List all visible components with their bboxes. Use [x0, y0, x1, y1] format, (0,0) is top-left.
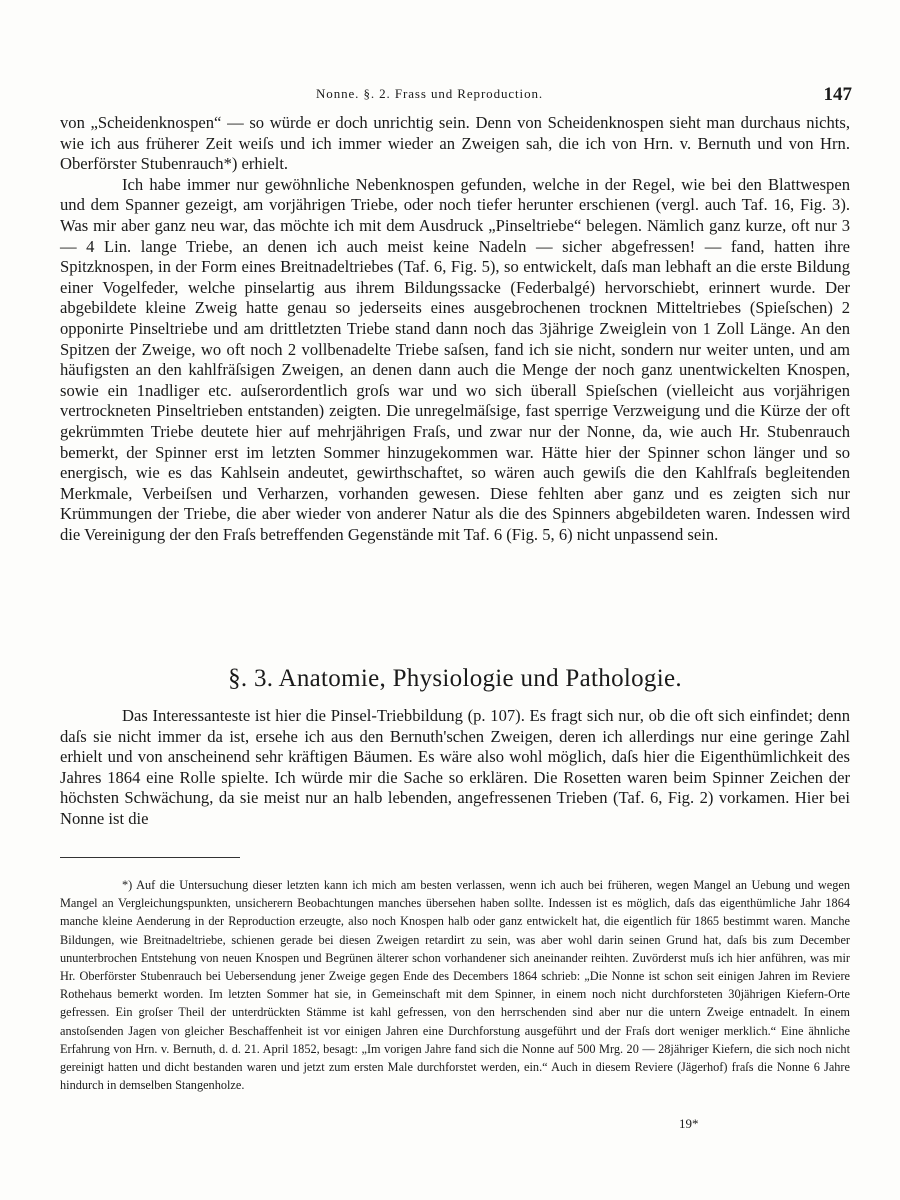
footnote-text: *) Auf die Untersuchung dieser letzten kann ich mich am besten verlassen, wenn ich auch bei früheren, wegen Mangel an Uebung und wegen Mangel an Vergleichungspunkten, unsicherern Beobachtungen manches übersehen haben sollte. Indessen ist es möglich, daſs das eigenthümliche Jahr 1864 manche kleine Aenderung in der Reproduction erzeugte, also noch Knospen halb oder ganz entwickelt hat, die eigentlich für 1865 bestimmt waren. Manche Bildungen, wie Breitnadeltriebe, schienen gerade bei diesen Zweigen retardirt zu sein, was aber wohl darin seinen Grund hat, daſs bis zum December ununterbrochen Entstehung von neuen Knospen und Begrünen älterer schon vorhandener sich aneinander reihten. Zuvörderst muſs ich hier anführen, was mir Hr. Oberförster Stubenrauch bei Uebersendung jener Zweige gegen Ende des Decembers 1864 schrieb: „Die Nonne ist schon seit einigen Jahren im Reviere Rothehaus bemerkt worden. Im letzten Sommer hat sie, in Gemeinschaft mit dem Spinner, in einem noch nicht durchforsteten 30jährigen Kiefern-Orte gefressen. Ein groſser Theil der unterdrückten Stämme ist kahl gefressen, von den herrschenden sind aber nur die untern Zweige entnadelt. In einem anstoſsenden Jagen von gleicher Beschaffenheit ist vor einigen Jahren eine Durchforstung ausgeführt und der Fraſs dort weniger merklich.“ Eine ähnliche Erfahrung von Hrn. v. Bernuth, d. d. 21. April 1852, besagt: „Im vorigen Jahre fand sich die Nonne auf 500 Mrg. 20 — 28jähriger Kiefern, die sich noch nicht gereinigt hatten und dicht bestanden waren und jetzt zum ersten Male durchforstet werden, ein.“ Auch in diesem Reviere (Jägerhof) fraſs die Nonne 6 Jahre hindurch in demselben Stangenholze.	[60, 878, 850, 1093]
footnote-divider	[60, 857, 240, 858]
page-number: 147	[823, 84, 852, 105]
paragraph: von „Scheidenknospen“ — so würde er doch unrichtig sein. Denn von Scheidenknospen sieht man durchaus nichts, wie ich aus früherer Zeit weiſs und ich immer wieder an Zweigen sah, die ich von Hrn. v. Bernuth und von Hrn. Oberförster Stubenrauch*) erhielt.	[60, 113, 850, 174]
section-body	[60, 706, 850, 830]
paragraph: Ich habe immer nur gewöhnliche Nebenknospen gefunden, welche in der Regel, wie bei den Blattwespen und dem Spanner gezeigt, am vorjährigen Triebe, oder noch tiefer herunter erschienen (vergl. auch Taf. 16, Fig. 3). Was mir aber ganz neu war, das möchte ich mit dem Ausdruck „Pinseltriebe“ belegen. Nämlich ganz kurze, oft nur 3 — 4 Lin. lange Triebe, an denen ich auch meist keine Nadeln — sicher abgefressen! — fand, hatten ihre Spitzknospen, in der Form eines Breitnadeltriebes (Taf. 6, Fig. 5), so entwickelt, daſs man lebhaft an die erste Bildung einer Vogelfeder, welche pinselartig aus ihrem Bildungssacke (Federbalgé) hervorschiebt, erinnert wurde. Der abgebildete kleine Zweig hatte genau so jederseits eines ausgebrochenen trocknen Mitteltriebes (Spieſschen) 2 opponirte Pinseltriebe und am drittletzten Triebe stand dann noch das 3jährige Zweiglein von 1 Zoll Länge. An den Spitzen der Zweige, wo oft noch 2 vollbenadelte Triebe saſsen, fand ich sie nicht, sondern nur weiter unten, und am häufigsten an den kahlfräſsigen Zweigen, an denen dann auch die Menge der noch ganz unentwickelten Knospen, sowie ein 1nadliger etc. auſserordentlich groſs war und wo sich überall Spieſschen (vielleicht aus vorjährigen vertrockneten Pinseltrieben entstanden) zeigten. Die unregelmäſsige, fast sperrige Verzweigung und die Kürze der oft gekrümmten Triebe deutete hier auf mehrjährigen Fraſs, und zwar nur der Nonne, da, wie auch Hr. Stubenrauch bemerkt, der Spinner erst im letzten Sommer hinzugekommen war. Hätte hier der Spinner schon länger und so energisch, wie es das Kahlsein andeutet, gewirthschaftet, so wären auch gewiſs die den Kahlfraſs begleitenden Merkmale, Verbeiſsen und Verharzen, vorhanden gewesen. Diese fehlten aber ganz und es zeigten sich nur Krümmungen der Triebe, die aber wieder von anderer Natur als die des Spinners abgebildeten waren. Indessen wird die Vereinigung der den Fraſs betreffenden Gegenstände mit Taf. 6 (Fig. 5, 6) nicht unpassend sein.	[60, 174, 850, 544]
paragraph: Das Interessanteste ist hier die Pinsel-Triebbildung (p. 107). Es fragt sich nur, ob die oft sich einfindet; denn daſs sie nicht immer da ist, ersehe ich aus den Bernuth'schen Zweigen, deren ich allerdings nur eine geringe Zahl erhielt und von anscheinend sehr kräftigen Bäumen. Es wäre also wohl möglich, daſs hier die Eigenthümlichkeit des Jahres 1864 eine Rolle spielte. Ich würde mir die Sache so erklären. Die Rosetten waren beim Spinner Zeichen der höchsten Schwächung, da sie meist nur an halb lebenden, angefressenen Trieben (Taf. 6, Fig. 2) vorkamen. Hier bei Nonne ist die	[60, 706, 850, 828]
section-heading: §. 3. Anatomie, Physiologie und Pathologie.	[228, 665, 682, 692]
body-text	[60, 113, 850, 545]
running-head: Nonne. §. 2. Frass und Reproduction.	[316, 86, 544, 101]
printer-signature: 19*	[679, 1116, 699, 1131]
page-header	[60, 84, 852, 108]
footnote	[60, 876, 850, 1094]
